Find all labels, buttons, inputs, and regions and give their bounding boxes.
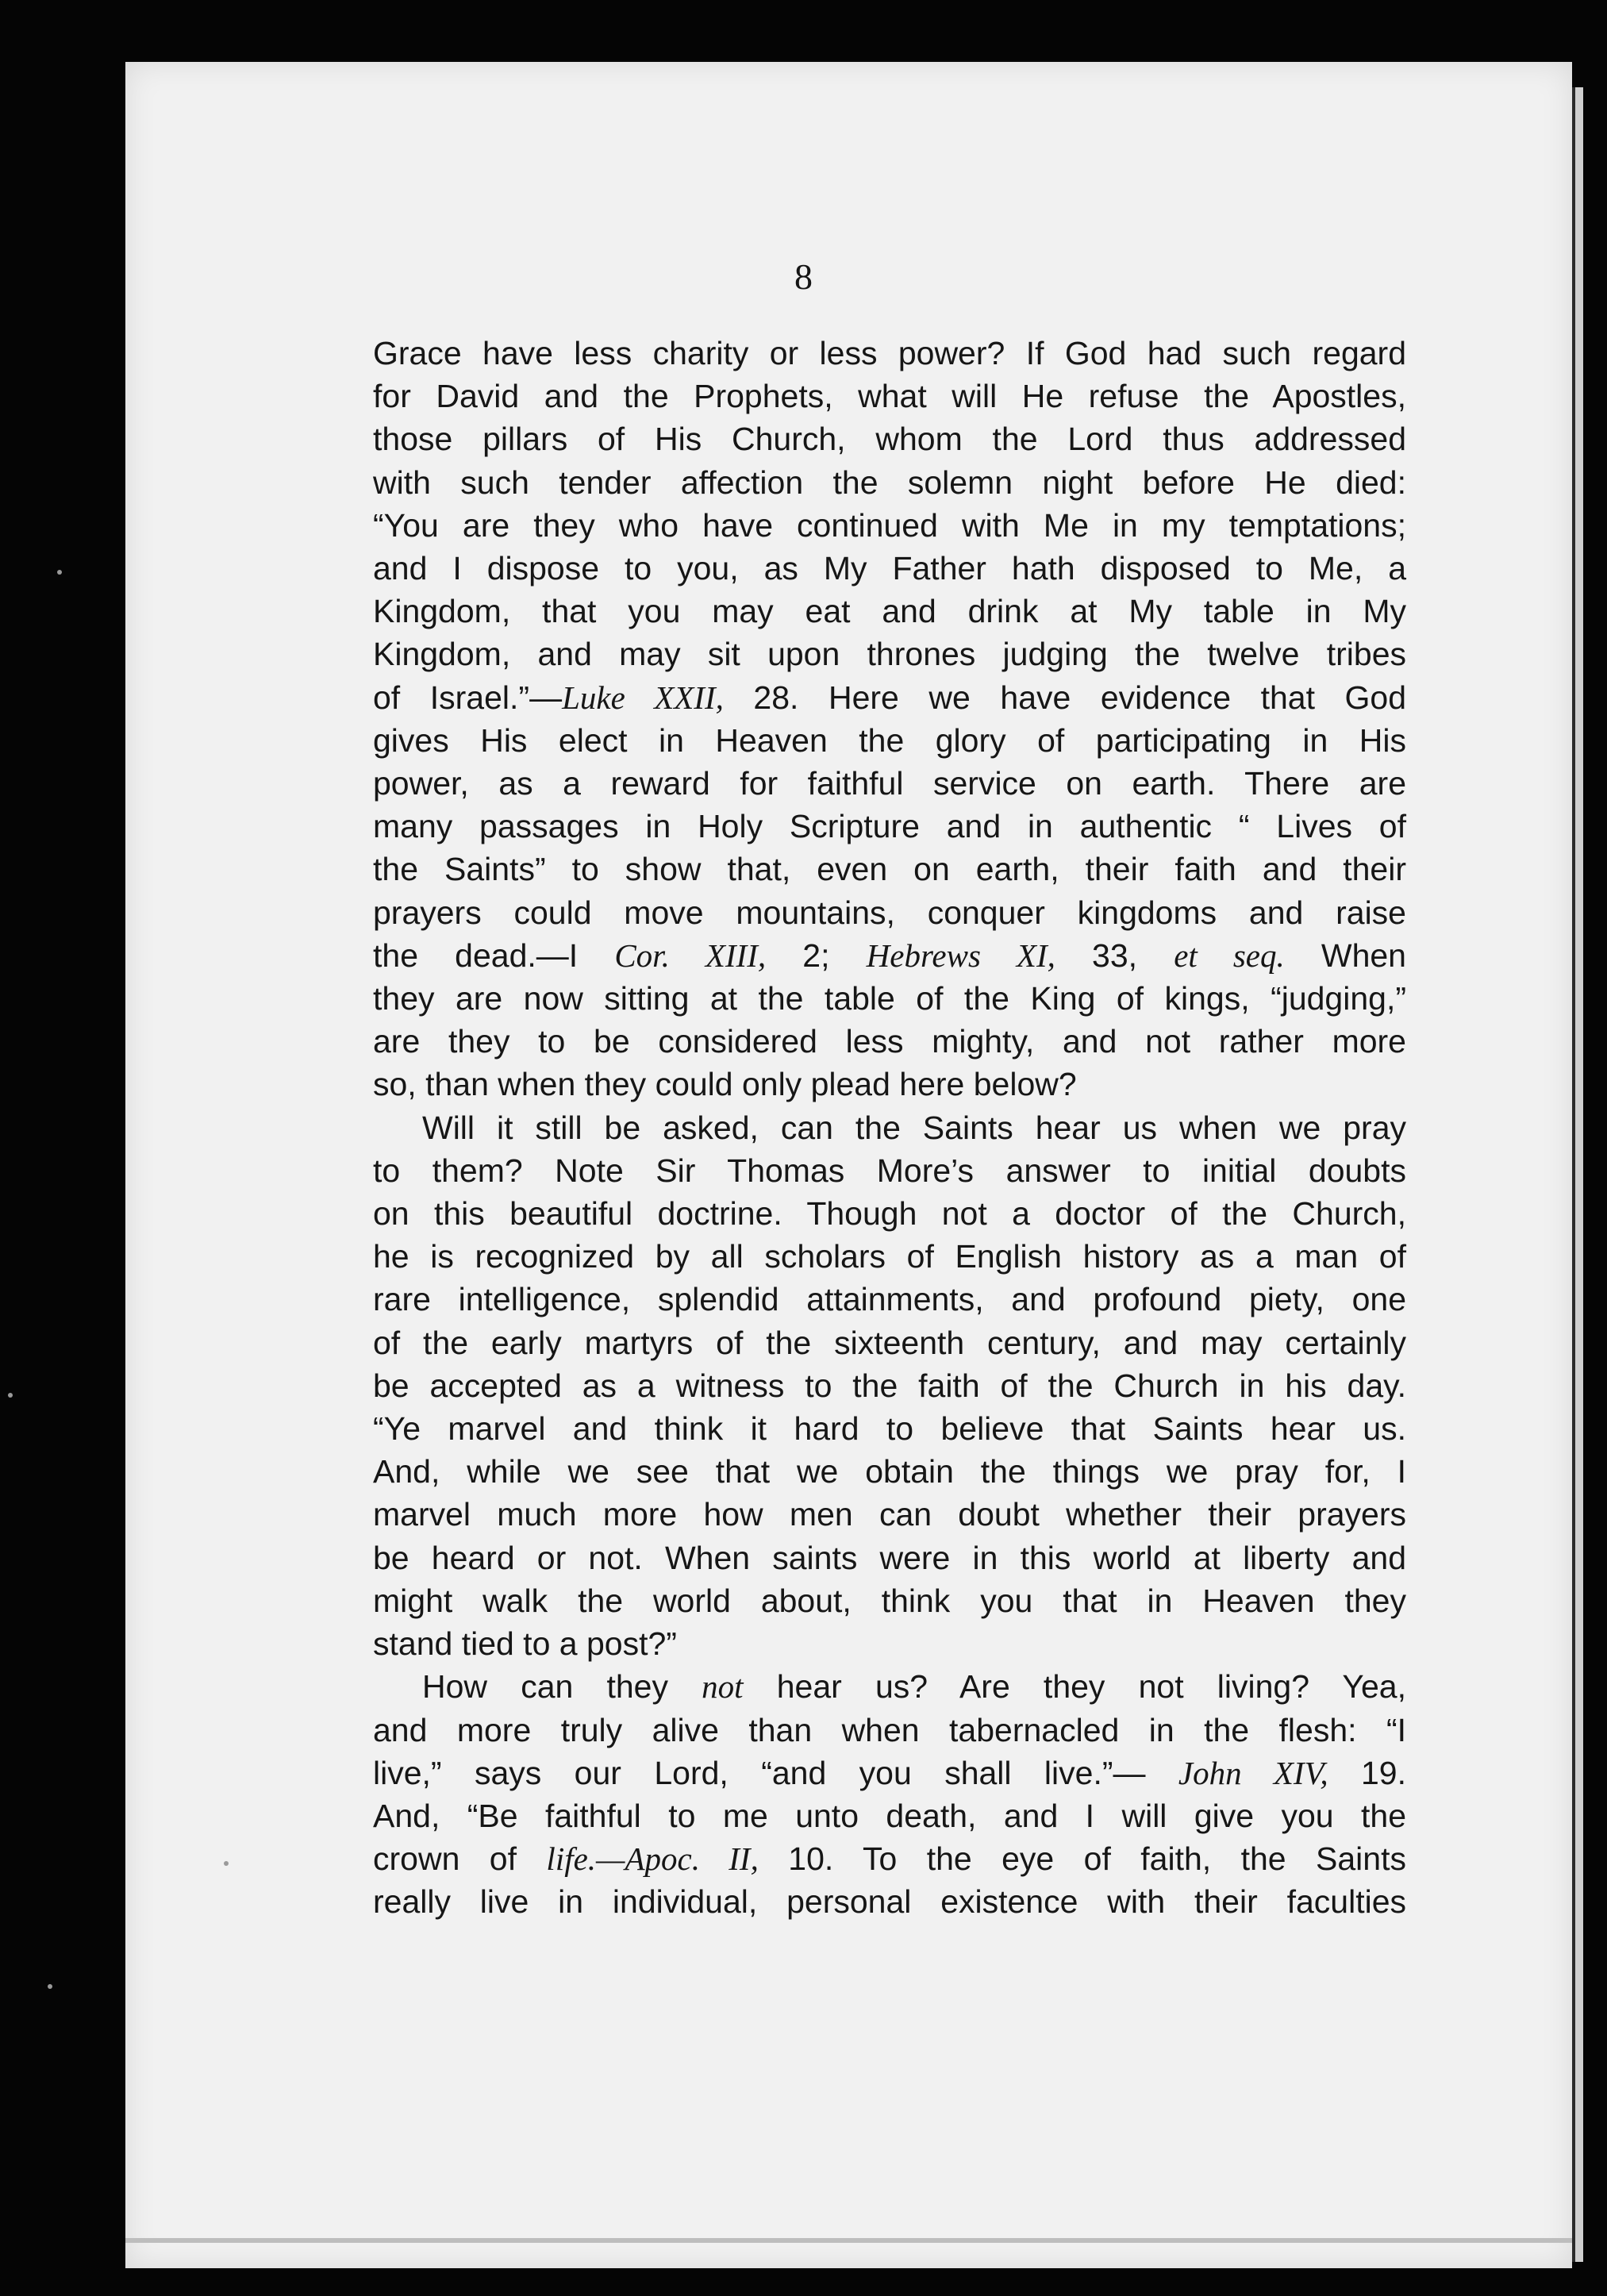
page-edge-bottom [125, 2238, 1572, 2243]
text-run: stand tied to a post?” [373, 1625, 677, 1663]
text-run: crown of [373, 1840, 547, 1878]
text-run: so, than when they could only plead here below? [373, 1066, 1077, 1103]
text-run: those pillars of His Church, whom the Lord thus addressed [373, 421, 1406, 458]
text-run: And, while we see that we obtain the things we pray for, I [373, 1453, 1406, 1490]
text-run: live,” says our Lord, “and you shall live.”— [373, 1754, 1178, 1791]
text-run: the Saints” to show that, even on earth, their faith and their [373, 851, 1406, 888]
text-line [373, 417, 1406, 460]
text-run: for David and the Prophets, what will He refuse the Apostles, [373, 378, 1406, 415]
text-line [373, 891, 1406, 934]
text-run: Will it still be asked, can the Saints hear us when we pray [422, 1109, 1406, 1146]
text-run: How can they [422, 1668, 702, 1706]
text-run: 33, [1055, 936, 1174, 974]
text-line [373, 1579, 1406, 1622]
text-run: And, “Be faithful to me unto death, and I will give you the [373, 1797, 1406, 1834]
text-line [373, 461, 1406, 504]
text-run: 10. To the eye of faith, the Saints [758, 1840, 1406, 1878]
text-line [373, 934, 1406, 977]
text-run: and more truly alive than when tabernacled in the flesh: “I [373, 1711, 1406, 1748]
text-run: gives His elect in Heaven the glory of participating in His [373, 721, 1406, 759]
text-run: the dead.—I [373, 936, 615, 974]
italic-reference: Cor. XIII, [614, 936, 767, 974]
scan-speck [224, 1861, 229, 1866]
text-line [373, 504, 1406, 547]
text-run: 19. [1328, 1754, 1406, 1791]
text-line [373, 848, 1406, 890]
text-run: be heard or not. When saints were in this world at liberty and [373, 1539, 1406, 1576]
text-line [373, 547, 1406, 590]
scan-speck [48, 1984, 52, 1989]
text-line [373, 805, 1406, 848]
text-run: When [1284, 936, 1406, 974]
italic-reference: John XIV, [1178, 1754, 1328, 1791]
text-run: prayers could move mountains, conquer kingdoms and raise [373, 894, 1406, 931]
page-edge-right [1572, 87, 1583, 2262]
text-line [373, 1106, 1406, 1149]
text-line [373, 1880, 1406, 1923]
body-text [373, 332, 1406, 1924]
text-run: rare intelligence, splendid attainments, and profound piety, one [373, 1281, 1406, 1318]
italic-reference: life.—Apoc. II, [546, 1840, 759, 1878]
scan-speck [57, 570, 62, 575]
text-line [373, 1493, 1406, 1536]
text-run: they are now sitting at the table of the King of kings, “judging,” [373, 980, 1406, 1017]
text-line [373, 1665, 1406, 1708]
text-line [373, 1450, 1406, 1493]
text-line [373, 1837, 1406, 1880]
text-line [373, 1709, 1406, 1752]
text-line [373, 1278, 1406, 1321]
text-run: on this beautiful doctrine. Though not a doctor of the Church, [373, 1195, 1406, 1233]
text-run: might walk the world about, think you that in Heaven they [373, 1582, 1406, 1619]
text-run: to them? Note Sir Thomas More’s answer to initial doubts [373, 1152, 1406, 1189]
italic-reference: Hebrews XI, [866, 936, 1055, 974]
text-run: power, as a reward for faithful service on earth. There are [373, 765, 1406, 802]
text-line [373, 1407, 1406, 1450]
italic-reference: not [702, 1668, 744, 1706]
text-run: “Ye marvel and think it hard to believe that Saints hear us. [373, 1410, 1406, 1448]
text-line [373, 1321, 1406, 1364]
text-run: 28. Here we have evidence that God [723, 679, 1407, 716]
italic-reference: Luke XXII, [562, 679, 724, 716]
text-line [373, 332, 1406, 375]
text-line [373, 676, 1406, 719]
text-line [373, 719, 1406, 762]
text-line [373, 590, 1406, 633]
text-line [373, 1364, 1406, 1407]
text-line [373, 1063, 1406, 1106]
text-line [373, 1192, 1406, 1235]
italic-reference: et seq. [1174, 936, 1285, 974]
text-line [373, 1020, 1406, 1063]
text-run: Kingdom, that you may eat and drink at My table in My [373, 593, 1406, 630]
text-run: marvel much more how men can doubt whether their prayers [373, 1496, 1406, 1533]
text-run: be accepted as a witness to the faith of the Church in his day. [373, 1367, 1406, 1404]
text-line [373, 375, 1406, 417]
text-run: “You are they who have continued with Me in my temptations; [373, 506, 1406, 544]
text-run: he is recognized by all scholars of English history as a man of [373, 1238, 1406, 1275]
text-line [373, 1752, 1406, 1794]
text-line [373, 762, 1406, 805]
text-run: really live in individual, personal existence with their faculties [373, 1883, 1406, 1921]
text-run: and I dispose to you, as My Father hath disposed to Me, a [373, 550, 1406, 587]
text-run: of the early martyrs of the sixteenth century, and may certainly [373, 1324, 1406, 1361]
page-number: 8 [794, 256, 813, 297]
scan-speck [8, 1393, 13, 1398]
text-run: with such tender affection the solemn night before He died: [373, 463, 1406, 501]
text-line [373, 977, 1406, 1020]
text-line [373, 633, 1406, 675]
text-line [373, 1794, 1406, 1837]
text-run: hear us? Are they not living? Yea, [743, 1668, 1406, 1706]
text-run: Kingdom, and may sit upon thrones judging the twelve tribes [373, 636, 1406, 673]
text-run: are they to be considered less mighty, and not rather more [373, 1023, 1406, 1060]
text-line [373, 1622, 1406, 1665]
text-line [373, 1536, 1406, 1579]
text-line [373, 1149, 1406, 1192]
text-run: 2; [766, 936, 867, 974]
text-run: Grace have less charity or less power? If God had such regard [373, 335, 1406, 371]
text-line [373, 1235, 1406, 1278]
text-run: many passages in Holy Scripture and in authentic “ Lives of [373, 808, 1406, 845]
text-run: of Israel.”— [373, 679, 563, 716]
